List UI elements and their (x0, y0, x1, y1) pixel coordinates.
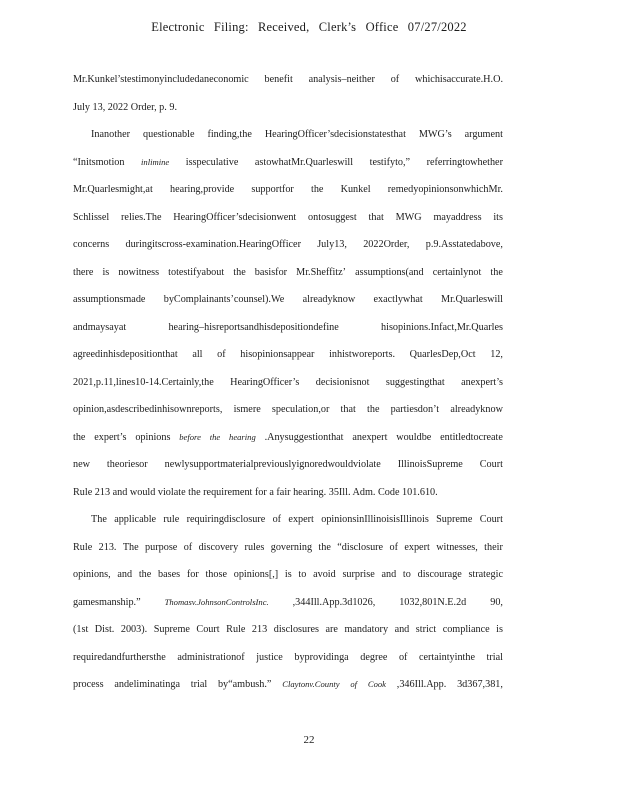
text-segment: mandatory (344, 624, 389, 635)
text-segment: to (298, 569, 307, 580)
text-segment: analysis–neither (308, 74, 375, 85)
text-segment: expert (288, 514, 314, 525)
text-segment: Supreme (436, 514, 473, 525)
text-line (73, 534, 503, 562)
text-line (73, 176, 503, 204)
text-segment: relies.The (121, 211, 162, 223)
text-segment: are (325, 624, 338, 635)
text-line (73, 396, 503, 424)
text-line (73, 121, 503, 149)
body-text (73, 66, 503, 699)
text-segment: trial (486, 651, 503, 663)
text-segment: testifyto,” (369, 156, 411, 168)
text-segment: HearingOfficer’sdecisionstatesthat (264, 129, 406, 140)
text-segment: MWG (395, 211, 422, 223)
text-segment: bases (158, 569, 181, 580)
text-segment: of (389, 541, 398, 553)
text-segment: strategic (468, 569, 503, 580)
text-segment: those (205, 569, 227, 580)
text-segment: opinionsinIllinoisisIllinois (321, 514, 429, 525)
text-segment: byprovidinga (294, 651, 349, 663)
text-segment: suggestingthat (385, 376, 445, 388)
text-segment: nowitness (118, 266, 160, 278)
text-segment: surprise (342, 569, 375, 580)
text-segment: decisionisnot (315, 376, 370, 388)
text-segment: alreadyknow (450, 404, 503, 415)
text-segment: the (318, 541, 331, 553)
text-line (73, 671, 503, 699)
text-segment: gamesmanship.” (73, 596, 141, 608)
text-segment: compliance (442, 624, 490, 635)
text-segment: discourage (417, 569, 462, 580)
text-segment: and (117, 569, 133, 580)
text-line (73, 341, 503, 369)
text-segment: 213. (98, 541, 117, 553)
text-segment: the (233, 266, 246, 278)
text-segment: hisopinionsappear (240, 349, 315, 360)
text-segment: purpose (145, 541, 178, 553)
text-segment: Rule (226, 624, 246, 635)
text-line (73, 94, 503, 122)
text-segment: that (368, 211, 384, 223)
text-segment: Mr.Sheffitz’ (296, 266, 347, 278)
text-segment: basisfor (254, 266, 288, 278)
text-segment: Kunkel (340, 184, 371, 195)
text-segment: of (390, 74, 400, 85)
text-segment: byComplainants’counsel).We (163, 294, 285, 305)
text-segment: is (284, 569, 292, 580)
text-segment: astowhatMr.Quarleswill (254, 156, 354, 168)
text-segment: the (367, 404, 380, 415)
text-segment: Inanother (91, 129, 131, 140)
text-segment: Mr.Kunkel’stestimonyincludedaneconomic (73, 74, 249, 85)
text-line (73, 561, 503, 589)
text-segment: 90, (490, 596, 503, 608)
text-segment: partiesdon’t (390, 404, 440, 415)
text-segment: applicable (114, 514, 157, 525)
text-segment: supportfor (251, 184, 294, 195)
text-segment: governing (270, 541, 313, 553)
filing-header: Electronic Filing: Received, Clerk’s Office 07/27/2022 (151, 20, 467, 34)
text-segment: the (73, 431, 86, 443)
text-line (73, 451, 503, 479)
text-segment: degree (360, 651, 388, 663)
text-segment: “disclosure (337, 541, 384, 553)
text-segment: entitledtocreate (440, 431, 503, 443)
text-segment: of (272, 514, 282, 525)
text-segment: duringitscross-examination.HearingOfficer (125, 239, 301, 250)
text-segment: 3d367,381, (457, 679, 503, 690)
text-segment: IllinoisSupreme (397, 459, 463, 470)
text-segment: administrationof (177, 651, 245, 663)
text-segment: finding,the (207, 129, 252, 140)
text-segment: HearingOfficer’s (230, 376, 300, 388)
text-segment: questionable (143, 129, 195, 140)
text-segment: Court (479, 514, 503, 525)
text-segment: The (122, 541, 139, 553)
text-segment: hearing–hisreportsandhisdepositiondefine (168, 321, 339, 333)
italic-citation: of (350, 679, 358, 689)
text-line (73, 66, 503, 94)
text-segment: of (217, 349, 226, 360)
text-segment: 2003). (120, 624, 148, 635)
text-segment: is (102, 266, 110, 278)
text-segment: .Anysuggestionthat (264, 431, 344, 443)
text-segment: July13, (317, 239, 347, 250)
text-segment: 1032,801N.E.2d (399, 596, 467, 608)
text-segment: p.9.Asstatedabove, (425, 239, 503, 250)
text-segment: wouldbe (396, 431, 432, 443)
text-line (73, 204, 503, 232)
text-segment: disclosures (273, 624, 319, 635)
text-segment: agreedinhisdepositionthat (73, 349, 178, 360)
text-segment: 213 (251, 624, 268, 635)
text-segment: the (310, 184, 324, 195)
text-segment: requiredandfurthersthe (73, 651, 166, 663)
text-segment: of (183, 541, 193, 553)
text-line (73, 259, 503, 287)
text-segment: ismere (233, 404, 261, 415)
text-segment: opinions[,] (233, 569, 279, 580)
text-segment: HearingOfficer’sdecisionwent (173, 211, 297, 223)
text-line (73, 149, 503, 177)
text-segment: Dist. (94, 624, 115, 635)
text-segment: its (493, 211, 503, 223)
text-segment: strict (415, 624, 437, 635)
text-line (73, 506, 503, 534)
text-line (73, 589, 503, 617)
text-segment: the (138, 569, 152, 580)
text-line (73, 286, 503, 314)
text-segment: whichisaccurate.H.O. (415, 74, 503, 85)
text-segment: exactlywhat (373, 294, 423, 305)
text-segment: Supreme (153, 624, 190, 635)
text-segment: opinions, (73, 569, 111, 580)
text-segment: hearing,provide (169, 184, 235, 195)
text-segment: remedyopinionsonwhichMr. (387, 184, 503, 195)
text-segment: avoid (313, 569, 336, 580)
italic-citation: the (209, 431, 221, 442)
text-segment: The (91, 514, 107, 525)
text-segment: assumptionsmade (73, 294, 146, 305)
text-segment: witnesses, (436, 541, 478, 553)
text-segment: 12, (490, 349, 503, 360)
text-segment: Court (196, 624, 220, 635)
text-segment: opinion,asdescribedinhisownreports, (73, 404, 223, 415)
text-segment: certaintyinthe (418, 651, 475, 663)
text-segment: requiringdisclosure (186, 514, 266, 525)
text-segment: inhistworeports. (329, 349, 396, 360)
text-segment: Rule 213 and would violate the requirement for a fair hearing. 35Ill. Adm. Code 101.610. (73, 486, 438, 498)
text-segment: to (402, 569, 411, 580)
text-segment: totestifyabout (168, 266, 225, 278)
text-segment: referringtowhether (426, 156, 503, 168)
page-number: 22 (303, 734, 315, 746)
text-segment: newlysupportmaterialpreviouslyignoredwouldviolate (164, 459, 381, 470)
italic-citation: before (179, 431, 201, 442)
text-segment: expert’s (94, 431, 127, 443)
text-segment: MWG’s (418, 129, 452, 140)
text-segment: rules (244, 541, 265, 553)
italic-citation: Thomasv.JohnsonControlsInc. (164, 596, 269, 607)
text-line (73, 479, 503, 507)
text-segment: that (340, 404, 356, 415)
text-segment: “Initsmotion (73, 156, 125, 168)
text-segment: and (394, 624, 410, 635)
text-segment: concerns (73, 239, 110, 250)
text-segment: rule (163, 514, 180, 525)
text-segment: is (496, 624, 503, 635)
text-segment: for (186, 569, 199, 580)
text-segment: mayaddress (433, 211, 482, 223)
text-segment: QuarlesDep,Oct (409, 349, 476, 360)
text-segment: the (490, 266, 503, 278)
text-segment: new (73, 459, 90, 470)
text-segment: there (73, 266, 94, 278)
text-segment: andeliminatinga (114, 679, 180, 690)
text-segment: of (398, 651, 408, 663)
text-line (73, 369, 503, 397)
text-segment: discovery (198, 541, 239, 553)
italic-citation: Claytonv.County (282, 679, 340, 689)
text-segment: Rule (73, 541, 93, 553)
text-line (73, 616, 503, 644)
text-segment: ,346Ill.App. (396, 679, 447, 690)
text-segment: (1st (73, 624, 89, 635)
text-segment: speculation,or (271, 404, 330, 415)
text-line (73, 314, 503, 342)
text-line (73, 424, 503, 452)
text-segment: by“ambush.” (217, 679, 272, 690)
text-segment: Court (479, 459, 503, 470)
text-segment: Schlissel (73, 211, 110, 223)
text-segment: Mr.Quarleswill (441, 294, 503, 305)
text-segment: alreadyknow (302, 294, 356, 305)
text-segment: 2022Order, (363, 239, 410, 250)
text-segment: July 13, 2022 Order, p. 9. (73, 101, 178, 113)
text-segment: process (73, 679, 104, 690)
italic-citation: hearing (229, 431, 256, 442)
text-segment: theoriesor (106, 459, 148, 470)
text-segment: anexpert’s (461, 376, 503, 388)
text-line (73, 231, 503, 259)
text-segment: certainlynot (432, 266, 482, 278)
text-segment: benefit (264, 74, 293, 85)
text-segment: and (381, 569, 397, 580)
italic-citation: Cook (367, 679, 386, 689)
text-segment: ontosuggest (308, 211, 357, 223)
text-segment: argument (464, 129, 503, 140)
text-segment: opinions (135, 431, 171, 443)
text-segment: expert (404, 541, 430, 553)
text-segment: isspeculative (185, 156, 239, 168)
text-segment: anexpert (352, 431, 388, 443)
text-segment: all (192, 349, 203, 360)
text-segment: assumptions(and (355, 266, 424, 278)
text-segment: justice (256, 651, 283, 663)
text-line (73, 644, 503, 672)
text-segment: Mr.Quarlesmight,at (73, 184, 153, 195)
text-segment: trial (190, 679, 208, 690)
italic-citation: inlimine (141, 156, 170, 167)
text-segment: hisopinions.Infact,Mr.Quarles (381, 321, 503, 333)
text-segment: 2021,p.11,lines10-14.Certainly,the (73, 376, 214, 388)
text-segment: ,344Ill.App.3d1026, (292, 596, 376, 608)
text-segment: their (484, 541, 503, 553)
text-segment: andmaysayat (73, 321, 127, 333)
